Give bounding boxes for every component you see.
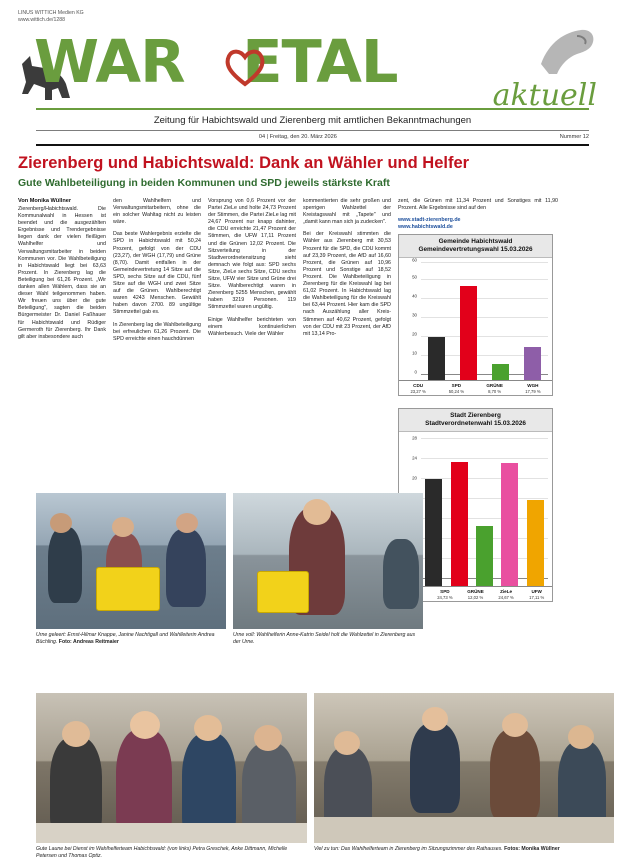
byline: Von Monika Wüllner (18, 198, 72, 204)
photo-caption: Urne geleert: Ernst-Hilmar Knappe, Janine Nachtigall und Wahlleiterin Andrea Büchling. Foto: Andreas Reitmaier (36, 632, 215, 645)
paragraph: Zierenberg/Habichtswald. Die Kommunalwahl in Hessen ist beendet und die ausgezählten Ergebnisse und Trendergebnisse liegen dank der vielen fleißigen Wahlhelfer und Verwaltungsmitarbeiter in beiden Kommunen vor. Die Wahlbeteiligung in Habichtswald liegt bei 63,63 Prozent. In Zierenberg lag die Beteiligung bei 61,26 Prozent. „Wir danken allen Wählern, dass sie an dieser Wahl teilgenommen haben. Wir freuen uns über die gute Beteiligung", sagten die beiden Bürgermeister Dr. Daniel Faßhauer für Habichtswald und Rüdiger Germeroth für Zierenberg. Ihr Dank gilt aber insbesondere auch (18, 206, 106, 340)
photo-caption: Gute Laune bei Dienst im Wahlhelferteam Habichtswald: (von links) Petra Greschek, Anke Dittmann, Michelle Petersen und Thomas Optiz. (36, 846, 288, 859)
y-axis-ticks: 20 24 28 (412, 435, 417, 481)
chart-title (399, 235, 552, 258)
bar-gruene (492, 364, 509, 380)
photo-team-habichtswald (36, 693, 307, 843)
issue-date: 04 | Freitag, den 20. März 2026 (258, 134, 337, 140)
chart-title-line2: Gemeindevertretungswahl 15.03.2026 (418, 246, 533, 254)
link-stadt-zierenberg[interactable]: www.stadt-zierenberg.de (398, 217, 461, 224)
photo-block-full-urn (233, 493, 423, 645)
x-label-gruene: GRÜNE 12,02 % (467, 589, 484, 601)
paragraph: Einige Wahlhelfer berichteten von einem kontinuierlichen Wählerbesuch. Viele der Wähler (208, 316, 296, 337)
heart-icon (223, 44, 267, 88)
paragraph: Bei der Kreiswahl stimmten die Wähler aus Zierenberg mit 30,53 Prozent für die SPD, die CDU kommt auf 23,39 Prozent, die AfD auf 16,60 Prozent, die Grünen auf 10,96 Prozent und Sonstige auf 18,52 Prozent. Die Wahlbeteiligung in Zierenberg für die Kreiswahl lag bei 61,02 Prozent. In Habichtswald lag die Wahlbeteiligung für die Kreiswahl bei 63,44 Prozent. Hier kam die SPD nach Auszählung aller Kreis-Stimmen auf 40,62 Prozent, gefolgt von der CDU mit 23 Prozent, der AfD mit 13,14 Pro- (303, 231, 391, 337)
bird-icon (531, 24, 599, 82)
logo-text (34, 27, 398, 96)
paragraph: den Wahlhelfern und Verwaltungsmitarbeitern, ohne die ein solcher Wahltag nicht zu leisten wäre. (113, 198, 201, 226)
photo-team-zierenberg (314, 693, 614, 843)
chart-title (399, 409, 552, 432)
x-label-gruene: GRÜNE 8,70 % (486, 383, 503, 395)
x-axis-labels (399, 380, 552, 395)
bar-spd (451, 462, 468, 586)
bar-wgh (524, 347, 541, 380)
chart-title-line1: Gemeinde Habichtswald (438, 238, 513, 246)
bar-spd (460, 286, 477, 380)
chart-title-line1: Stadt Zierenberg (450, 412, 501, 420)
masthead (0, 0, 625, 146)
bars (421, 436, 548, 586)
photo-caption: Viel zu tun: Das Wahlhelferteam in Zierenberg im Sitzungszimmer des Rathauses. Fotos: Monika Wüllner (314, 846, 560, 852)
photo-caption: Urne voll: Wahlhelferin Anne-Katrin Seidel holt die Wahlzettel in Zierenberg aus der Urne. (233, 632, 416, 645)
masthead-subtitle: Zeitung für Habichtswald und Zierenberg mit amtlichen Bekanntmachungen (153, 115, 472, 126)
x-label-wgh: WGH 17,79 % (525, 383, 541, 395)
publisher-name: LINUS WITTICH Medien KG (18, 10, 84, 16)
bar-gruene (476, 526, 493, 586)
paragraph: Das beste Wahlergebnis erzielte die SPD in Habichtswald mit 50,24 Prozent, gefolgt von der CDU (23,27), der WGH (17,79) und Grüne (8,70). Damit entfallen in der Gemeindevertretung 14 Sitze auf die SPD, sechs Sitze auf die CDU, fünf Sitze auf die WGH und zwei Sitze auf die Grünen. Wahlberechtigt waren 4243 Menschen. Gewählt haben davon 2700. 89 ungültige Stimmzettel gab es. (113, 231, 201, 316)
page-subtitle: Gute Wahlbeteiligung in beiden Kommunen und SPD jeweils stärkste Kraft (18, 177, 390, 189)
x-label-cdu: CDU 23,27 % (410, 383, 426, 395)
publisher-info (18, 0, 607, 24)
issue-info (36, 131, 589, 144)
bar-cdu (428, 337, 445, 380)
issue-number: Nummer 12 (559, 134, 589, 140)
photo-urn-emptying (36, 493, 226, 629)
bar-ufw (527, 500, 544, 586)
publisher-url[interactable]: www.wittich.de/1288 (18, 17, 65, 23)
photo-block-team-zierenberg (314, 693, 614, 859)
photo-block-urn-emptying (36, 493, 226, 645)
link-habichtswald[interactable]: www.habichtswald.de (398, 224, 453, 231)
photo-row-bottom (36, 693, 625, 859)
y-axis-ticks: 0 10 20 30 40 50 60 (412, 257, 417, 375)
x-label-ufw: UFW 17,11 % (529, 589, 545, 601)
photo-row-top (36, 493, 431, 645)
paragraph: kommentierten die sehr großen und sperrigen Wahlzettel der Kreistagswahl mit „Tapete" und „damit kann man sich ja zudecken". (303, 198, 391, 226)
chart-title-line2: Stadtverordnetenwahl 15.03.2026 (425, 420, 526, 428)
x-label-ziele: ZieLe 24,67 % (498, 589, 514, 601)
paragraph: In Zierenberg lag die Wahlbeteiligung bei erfreulichen 61,26 Prozent. Die SPD erreichte einen hauchdünnen (113, 321, 201, 342)
logo-script: aktuell (492, 78, 597, 113)
x-label-spd: SPD 24,73 % (437, 589, 453, 601)
logo-part2: ETAL (242, 27, 398, 96)
x-label-spd: SPD 50,24 % (448, 383, 465, 395)
divider-black (36, 144, 589, 146)
photo-full-urn (233, 493, 423, 629)
chart-habichtswald (398, 234, 553, 396)
logo (18, 26, 607, 113)
bar-ziele (501, 463, 518, 586)
logo-part1: WAR (34, 27, 185, 96)
chart-plot-area (399, 258, 552, 380)
photo-block-team-habichtswald (36, 693, 307, 859)
bars (421, 262, 548, 380)
page-title: Zierenberg und Habichtswald: Dank an Wähler und Helfer (18, 154, 470, 172)
paragraph: Vorsprung von 0,6 Prozent vor der Partei ZieLe und holte 24,73 Prozent der Stimmen, die Partei ZieLe lag mit 24,67 Prozent nur knapp dahinter, die CDU erreichte 21,47 Prozent der Stimmen, die UFW 17,11 Prozent und die Grünen 12,02 Prozent. Die Sitzverteilung in der Stadtverordnetensitzung sieht demnach wie folgt aus: SPD sechs Sitze, ZieLe sechs Sitze, CDU sechs Sitze, UFW vier Sitze und Grüne drei Sitze. Wahlberechtigt waren in Zierenberg 5255 Menschen, gewählt haben 3219 Personen. 119 Stimmzettel waren ungültig. (208, 198, 296, 311)
paragraph: zent, die Grünen mit 11,34 Prozent und Sonstiges mit 11,90 Prozent. Alle Ergebnisse sind auf den (398, 198, 558, 212)
